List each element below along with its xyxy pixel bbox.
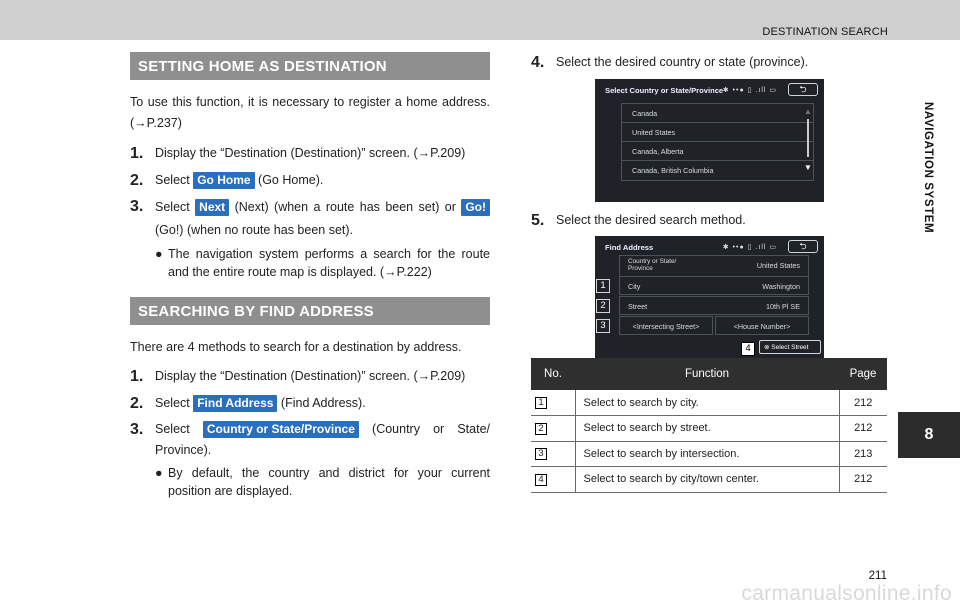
step-text: Select Find Address (Find Address). <box>155 396 366 410</box>
page-cell: 212 <box>839 416 887 442</box>
section-heading-find-address: SEARCHING BY FIND ADDRESS <box>130 297 490 325</box>
back-icon[interactable]: ⮌ <box>788 83 818 96</box>
step-text: Select Go Home (Go Home). <box>155 173 324 187</box>
column-header-function: Function <box>575 358 839 390</box>
step-number: 5. <box>531 212 545 229</box>
step-text: Select Country or State/Province (Country or State/ Province). <box>155 422 490 457</box>
page-cell: 212 <box>839 390 887 416</box>
page-number: 211 <box>868 570 887 582</box>
step-number: 2. <box>130 172 144 189</box>
scroll-thumb[interactable] <box>807 119 809 157</box>
country-state-row[interactable]: Country or State/ Province United States <box>619 255 809 277</box>
step-text: Display the “Destination (Destination)” screen. (→P.209) <box>155 146 466 160</box>
country-list <box>621 103 814 181</box>
step-2 <box>130 393 490 414</box>
page-header-title: DESTINATION SEARCH <box>762 26 888 38</box>
chapter-number: 8 <box>898 412 960 458</box>
list-item[interactable]: Canada <box>622 104 813 123</box>
step-4 <box>531 52 891 73</box>
callout-2: 2 <box>596 299 610 313</box>
row-number: 2 <box>535 423 547 435</box>
go-home-button-label: Go Home <box>193 172 254 189</box>
step-1 <box>130 366 490 387</box>
step-number: 3. <box>130 198 144 215</box>
clear-icon: ⊗ <box>764 344 770 351</box>
step-number: 1. <box>130 368 144 385</box>
section-heading-home: SETTING HOME AS DESTINATION <box>130 52 490 80</box>
city-row[interactable]: City Washington <box>619 276 809 295</box>
bullet-icon: ● <box>155 466 163 480</box>
right-column <box>531 52 891 358</box>
step-text: Select the desired search method. <box>556 213 746 227</box>
page-cell: 213 <box>839 441 887 467</box>
function-table <box>531 358 887 493</box>
step-number: 2. <box>130 395 144 412</box>
back-icon[interactable]: ⮌ <box>788 240 818 253</box>
step-number: 4. <box>531 54 545 71</box>
country-select-screenshot <box>595 79 824 202</box>
go-button-label: Go! <box>461 199 490 216</box>
function-cell: Select to search by city/town center. <box>575 467 839 493</box>
step-2 <box>130 170 490 191</box>
row-number: 1 <box>535 397 547 409</box>
table-row <box>531 467 887 493</box>
find-address-screenshot <box>595 236 824 358</box>
screen-title: Find Address <box>605 243 654 252</box>
step-3 <box>130 196 490 242</box>
step-1 <box>130 143 490 164</box>
screen-title: Select Country or State/Province <box>605 86 724 95</box>
callout-3: 3 <box>596 319 610 333</box>
intersecting-street-button[interactable]: <Intersecting Street> <box>619 316 713 335</box>
column-header-no: No. <box>531 358 575 390</box>
list-item[interactable]: United States <box>622 123 813 142</box>
next-button-label: Next <box>195 199 229 216</box>
status-icons: ✱ ••● ▯ .ıll ▭ <box>722 244 777 251</box>
list-item[interactable]: Canada, British Columbia <box>632 166 714 175</box>
watermark: carmanualsonline.info <box>741 582 952 605</box>
country-state-button-label: Country or State/Province <box>203 421 359 438</box>
step-number: 1. <box>130 145 144 162</box>
table-row <box>531 416 887 442</box>
column-header-page: Page <box>839 358 887 390</box>
step-3 <box>130 419 490 461</box>
row-number: 3 <box>535 448 547 460</box>
table-row <box>531 390 887 416</box>
step-number: 3. <box>130 421 144 438</box>
status-icons: ✱ ••● ▯ .ıll ▭ <box>722 87 777 94</box>
callout-1: 1 <box>596 279 610 293</box>
list-item[interactable]: Canada, Alberta <box>622 142 813 161</box>
step-text: Display the “Destination (Destination)” screen. (→P.209) <box>155 369 466 383</box>
chapter-side-tab <box>898 40 960 460</box>
intro-paragraph: To use this function, it is necessary to register a home address. (→P.237) <box>130 95 490 130</box>
street-row[interactable]: Street 10th Pl SE <box>619 296 809 315</box>
table-header-row <box>531 358 887 390</box>
scrollbar[interactable] <box>804 107 812 175</box>
callout-4: 4 <box>741 342 755 356</box>
scroll-down-icon[interactable]: ▼ <box>804 163 812 172</box>
row-number: 4 <box>535 474 547 486</box>
left-column <box>130 52 490 500</box>
scroll-up-icon[interactable]: ▲ <box>804 107 812 116</box>
house-number-button[interactable]: <House Number> <box>715 316 809 335</box>
bullet-icon: ● <box>155 247 163 261</box>
table-row <box>531 441 887 467</box>
step-5 <box>531 210 891 231</box>
find-address-button-label: Find Address <box>193 395 277 412</box>
function-cell: Select to search by street. <box>575 416 839 442</box>
select-street-button[interactable]: ⊗ Select Street <box>759 340 821 354</box>
bullet-note: ● The navigation system performs a search for the route and the entire route map is displayed. (→P.222) <box>155 247 490 279</box>
step-text: Select Next (Next) (when a route has been set) or Go! (Go!) (when no route has been set). <box>155 196 490 242</box>
intro-paragraph: There are 4 methods to search for a destination by address. <box>130 340 462 354</box>
function-cell: Select to search by city. <box>575 390 839 416</box>
chapter-label: NAVIGATION SYSTEM <box>922 102 934 234</box>
bullet-note: ● By default, the country and district for your current position are displayed. <box>155 466 490 498</box>
page-cell: 212 <box>839 467 887 493</box>
function-cell: Select to search by intersection. <box>575 441 839 467</box>
step-text: Select the desired country or state (province). <box>556 55 809 69</box>
